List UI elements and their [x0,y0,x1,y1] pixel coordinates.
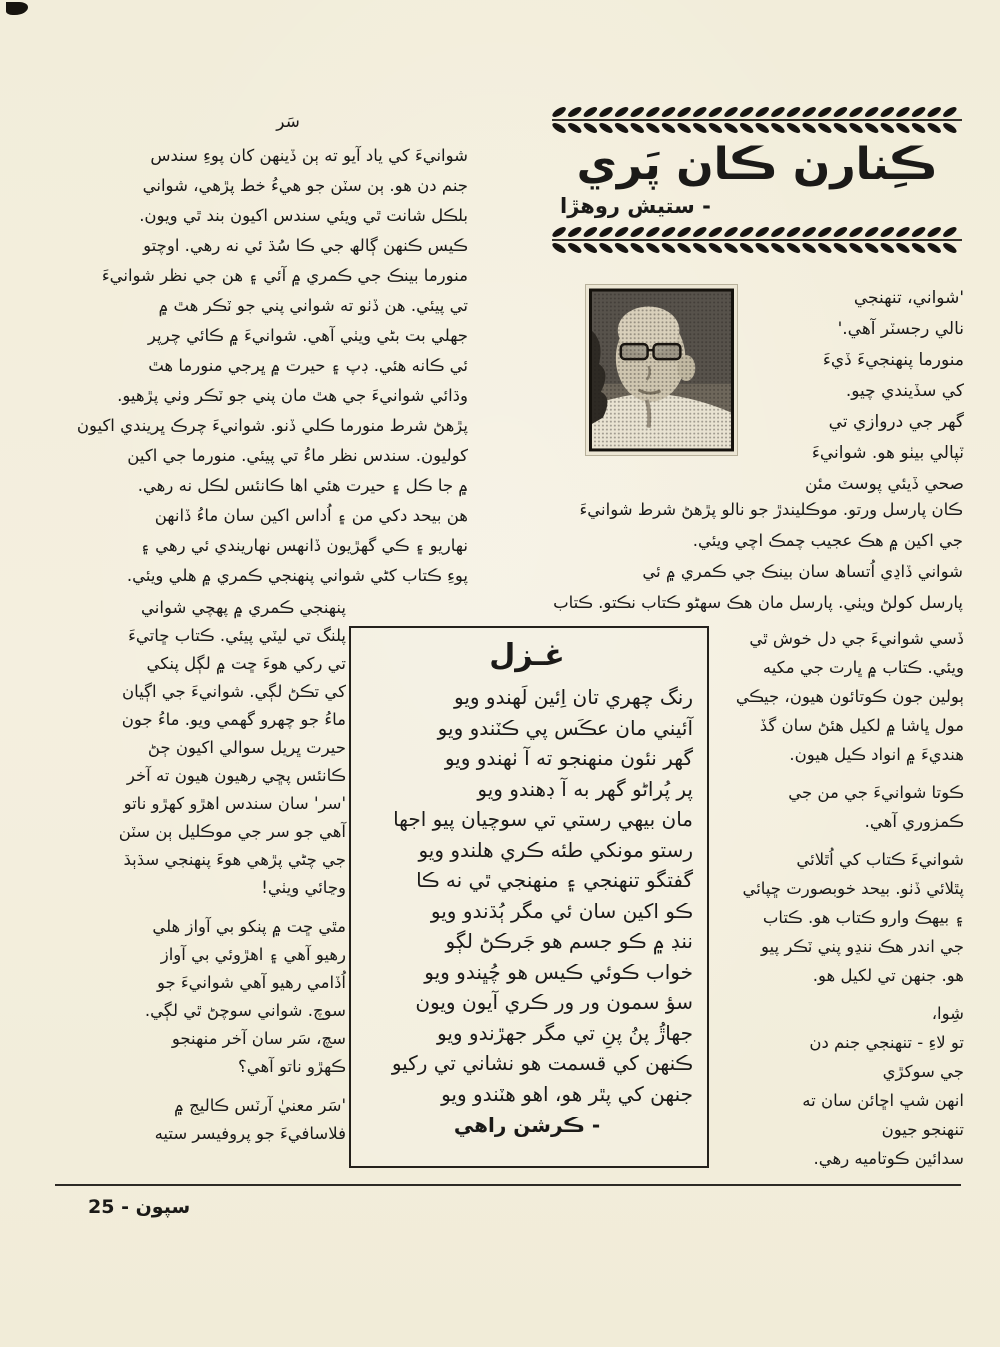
story-text-line: 'سر' سان سندس اهڙو کهڙو ناتو [123,794,346,813]
page-number: سپون - 25 [88,1196,191,1218]
article-title: ڪِنارن ڪان پَري [576,139,938,190]
story-text-line: شوانيءَ ڪتاب کي اُٿلائي [796,850,964,869]
ghazal-verse-line: ڪنهن کي قسمت هو نشاني تي رکيو [391,1051,693,1075]
story-text-line: هو. جنهن تي لکيل هو. [812,966,964,985]
story-text-line: نهاريو ۽ ڪي گهڙيون ڏانهس نهاريندي ئي رهي ۽ [140,536,468,555]
ghazal-verse-line: رنگ چهري تان اِئين لَهندو ويو [454,685,693,709]
story-text-line: شِوا، [931,1004,964,1023]
ghazal-verse-line: خواب ڪوئي ڪيس هو چُڀندو ويو [424,959,693,984]
story-text-line: بلڪل شانت ٿي ويئي سندس اکيون بند ٿي ويون. [139,206,468,225]
story-text-line: ڪوتا شوانيءَ جي من جي [788,783,964,802]
story-paragraph [718,999,964,1173]
ghazal-verse-line: جنهن کي پٿر هو، اهو هٽندو ويو [441,1081,693,1106]
story-text-line: حيرت ڀريل سوالي اکيون ڄڻ [147,738,346,757]
story-text-line: مٿي ڇت ۾ پنکو بي آواز هلي [152,917,346,936]
ghazal-title: غـزل [489,638,565,673]
story-text-line: وڃائي ويٺي! [261,878,346,897]
story-text-line: هنديءَ ۾ انواد ڪيل هيون. [789,745,964,764]
ghazal-verse-line: آئيني مان عڪَس پي ڪٽندو ويو [437,715,693,740]
story-text-line: سچ، سَر سان آخر منهنجو [171,1029,346,1048]
story-text-line: کي سڏيندي چيو. [845,381,964,401]
left-column-text-narrow [82,594,346,1148]
ghazal-verse-line: ڪو اکين سان ئي مگر ٻُڌندو ويو [430,898,693,923]
story-paragraph [718,845,964,990]
story-text-line: ۽ بيهڪ وارو ڪتاب هو. ڪتاب [762,908,964,927]
story-paragraph [82,913,346,1081]
ghazal-verse-line: گهر نئون منهنجو ته آ ٺهندو ويو [444,746,693,770]
ghazal-verse-line: گفتگو تنهنجي ۽ منهنجي ٿي نه ڪا [416,868,693,892]
author-byline: - ستيش روهڙا [560,194,711,218]
story-text-line: پڙهڻ شرط منورما ڪلي ڏنو. شوانيءَ چرڪ ڀريندي اکيون [76,416,468,435]
story-text-line: صحي ڏيئي پوسٽ مئن [804,474,964,494]
poet-attribution: - ڪرشن راهي [453,1113,601,1137]
ghazal-verse-line: جهاڙُ پنُ پنِ تي مگر جهڙندو ويو [437,1020,693,1045]
author-photo [585,284,738,456]
story-text-line: جنم دن هو. ٻن سٽن جو هيءُ خط پڙهي، شواني [142,176,468,195]
story-text-line: ڪيس ڪنهن ڳالھ جي ڪا سُڌ ئي نه رهي. اوچتو [143,236,468,255]
story-text-line: پارسل کولڻ ويٺي. پارسل مان هڪ سهڻو ڪتاب نڪتو. ڪتاب [553,593,963,612]
story-text-line: انهن شڀ اڇائن سان ته [802,1091,964,1110]
left-column-text [76,141,468,591]
laurel-ornament-bottom [552,223,962,257]
portrait-illustration [589,288,734,452]
story-text-line: جي چڻي پڙهي هوءَ پنهنجي سڌٻڌ [123,850,346,869]
scan-artifact [6,2,28,15]
story-text-line: ۾ جا ڪل ۽ حيرت هئي اها ڪانئس لڪل نه رهي. [137,476,468,495]
story-text-line: تو لاءِ - تنهنجي جنم دن [809,1033,964,1052]
story-text-line: جي اندر هڪ ننڍو پني ٽڪر پيو [761,937,964,956]
right-column-text-narrow [718,624,964,1173]
right-column-text [553,494,963,618]
story-text-line: ٽپالي بيٺو هو. شوانيءَ [811,443,964,463]
story-text-line: منورما بينڪ جي ڪمري ۾ آئي ۽ هن جي نظر شوانيءَ [101,266,468,285]
ghazal-verse-line: ننڊ ۾ ڪو جسم هو جَرڪڻ لڳو [445,929,693,953]
story-text-line: تنهنجو جيون [881,1120,964,1139]
story-text-line: جي سوکڙي [882,1062,964,1081]
story-text-line: هن بيحد دکي من ۽ اُداس اکين سان ماءُ ڏانهن [154,506,468,525]
ghazal-verse-line: مان بيهي رستي تي سوچيان پيو اجها [393,807,693,831]
story-text-line: شواني ڏاڍي اُتساھ سان بينڪ جي ڪمري ۾ ئي [642,562,963,581]
ghazal-verse-line: رستو مونکي طئه ڪري هلندو ويو [418,837,693,862]
story-text-line: مول ڀاشا ۾ لکيل هئڻ سان گڏ [759,716,964,735]
story-text-line: نالي رجسٽر آهي.' [837,319,964,339]
catchword: سَر [276,112,300,132]
ghazal-verses [361,682,693,1109]
story-text-line: پٿلائي ڏٺو. بيحد خوبصورت ڇپائي [742,879,964,898]
ghazal-verse-line: سؤ سمون ور ور ڪري آيون ويون [415,990,693,1014]
story-text-line: آهي جو سر جي موڪليل ٻن سٽن [118,822,346,841]
story-text-line: پوءِ ڪتاب کڻي شواني پنهنجي ڪمري ۾ هلي ويئي. [126,566,468,585]
story-text-line: جي اکين ۾ هڪ عجيب چمڪ اچي ويئي. [692,531,963,550]
ghazal-box [349,626,709,1168]
laurel-ornament-top [552,103,962,137]
story-text-line: ماءُ جو چهرو گهمي ويو. ماءُ جون [121,710,346,729]
story-text-line: کوليون. سندس نظر ماءُ تي پيئي. منورما جي اکين [127,446,468,465]
story-text-line: 'شواني، تنهنجي [853,288,964,308]
story-text-line: وڌائي شوانيءَ جي هٿ مان پني جو ٽڪر وٺي پڙهيو. [117,386,468,405]
story-text-line: ڏسي شوانيءَ جي دل خوش ٿي [749,629,964,648]
story-text-line: ڪهڙو ناتو آهي؟ [237,1057,346,1076]
story-text-line: ٻولين جون ڪوتائون هيون، جيڪي [735,687,964,706]
story-paragraph [718,624,964,769]
story-text-line: گهر جي دروازي تي [828,412,964,432]
story-text-line: پنهنجي ڪمري ۾ پهچي شواني [141,598,346,617]
story-text-line: کي تڪڻ لڳي. شوانيءَ جي اڳيان [122,682,346,701]
story-text-line: ويئي. ڪتاب ۾ ڀارت جي مکيه [762,658,964,677]
article-header [552,103,962,257]
story-text-line: سدائين ڪوتاميه رهي. [813,1149,964,1168]
story-text-line: 'سَر معنيٰ آرٽس ڪاليج ۾ [174,1096,346,1115]
story-text-line: پلنگ تي ليٽي پيئي. ڪتاب ڇاتيءَ [128,626,346,645]
footer-rule [55,1184,961,1186]
story-text-line: اُڏامي رهيو آهي شوانيءَ جو [156,973,346,992]
story-paragraph [718,778,964,836]
story-paragraph [82,594,346,902]
story-text-line: منورما پنهنجيءَ ڏيءَ [822,350,964,370]
story-text-line: شوانيءَ کي ياد آيو ته ٻن ڏينهن کان پوءِ سندس [150,146,468,165]
ghazal-verse-line: پر پُراڻو گهر به آ ڊهندو ويو [477,776,693,801]
story-paragraph [82,1092,346,1148]
story-text-line: تي پيئي. هن ڏٺو ته شواني پني جو ٽڪر هٿ ۾ [158,296,468,315]
story-text-line: تي رکي هوءَ ڇت ۾ لڳل پنکي [146,654,346,673]
story-text-line: جهلي بت بڻي ويٺي آهي. شوانيءَ ۾ ڪائي چرپر [147,326,468,345]
story-text-line: سوچ. شواني سوچڻ ٿي لڳي. [144,1001,346,1020]
story-text-line: ڪمزوري آهي. [864,812,964,831]
story-text-line: رهيو آهي ۽ اهڙوئي بي آواز [160,945,346,964]
story-text-line: ڪانئس پڇي رهيون هيون ته آخر [126,766,346,785]
right-column-text-beside-photo [742,283,964,500]
story-text-line: ئي ڪانه هئي. ڊپ ۽ حيرت ۾ ڀرجي منورما هٿ [148,356,468,375]
story-text-line: ڪان پارسل ورتو. موڪليندڙ جو نالو پڙهڻ شرط شوانيءَ [579,500,963,519]
story-text-line: فلاسافيءَ جو پروفيسر ستيه [154,1124,346,1143]
